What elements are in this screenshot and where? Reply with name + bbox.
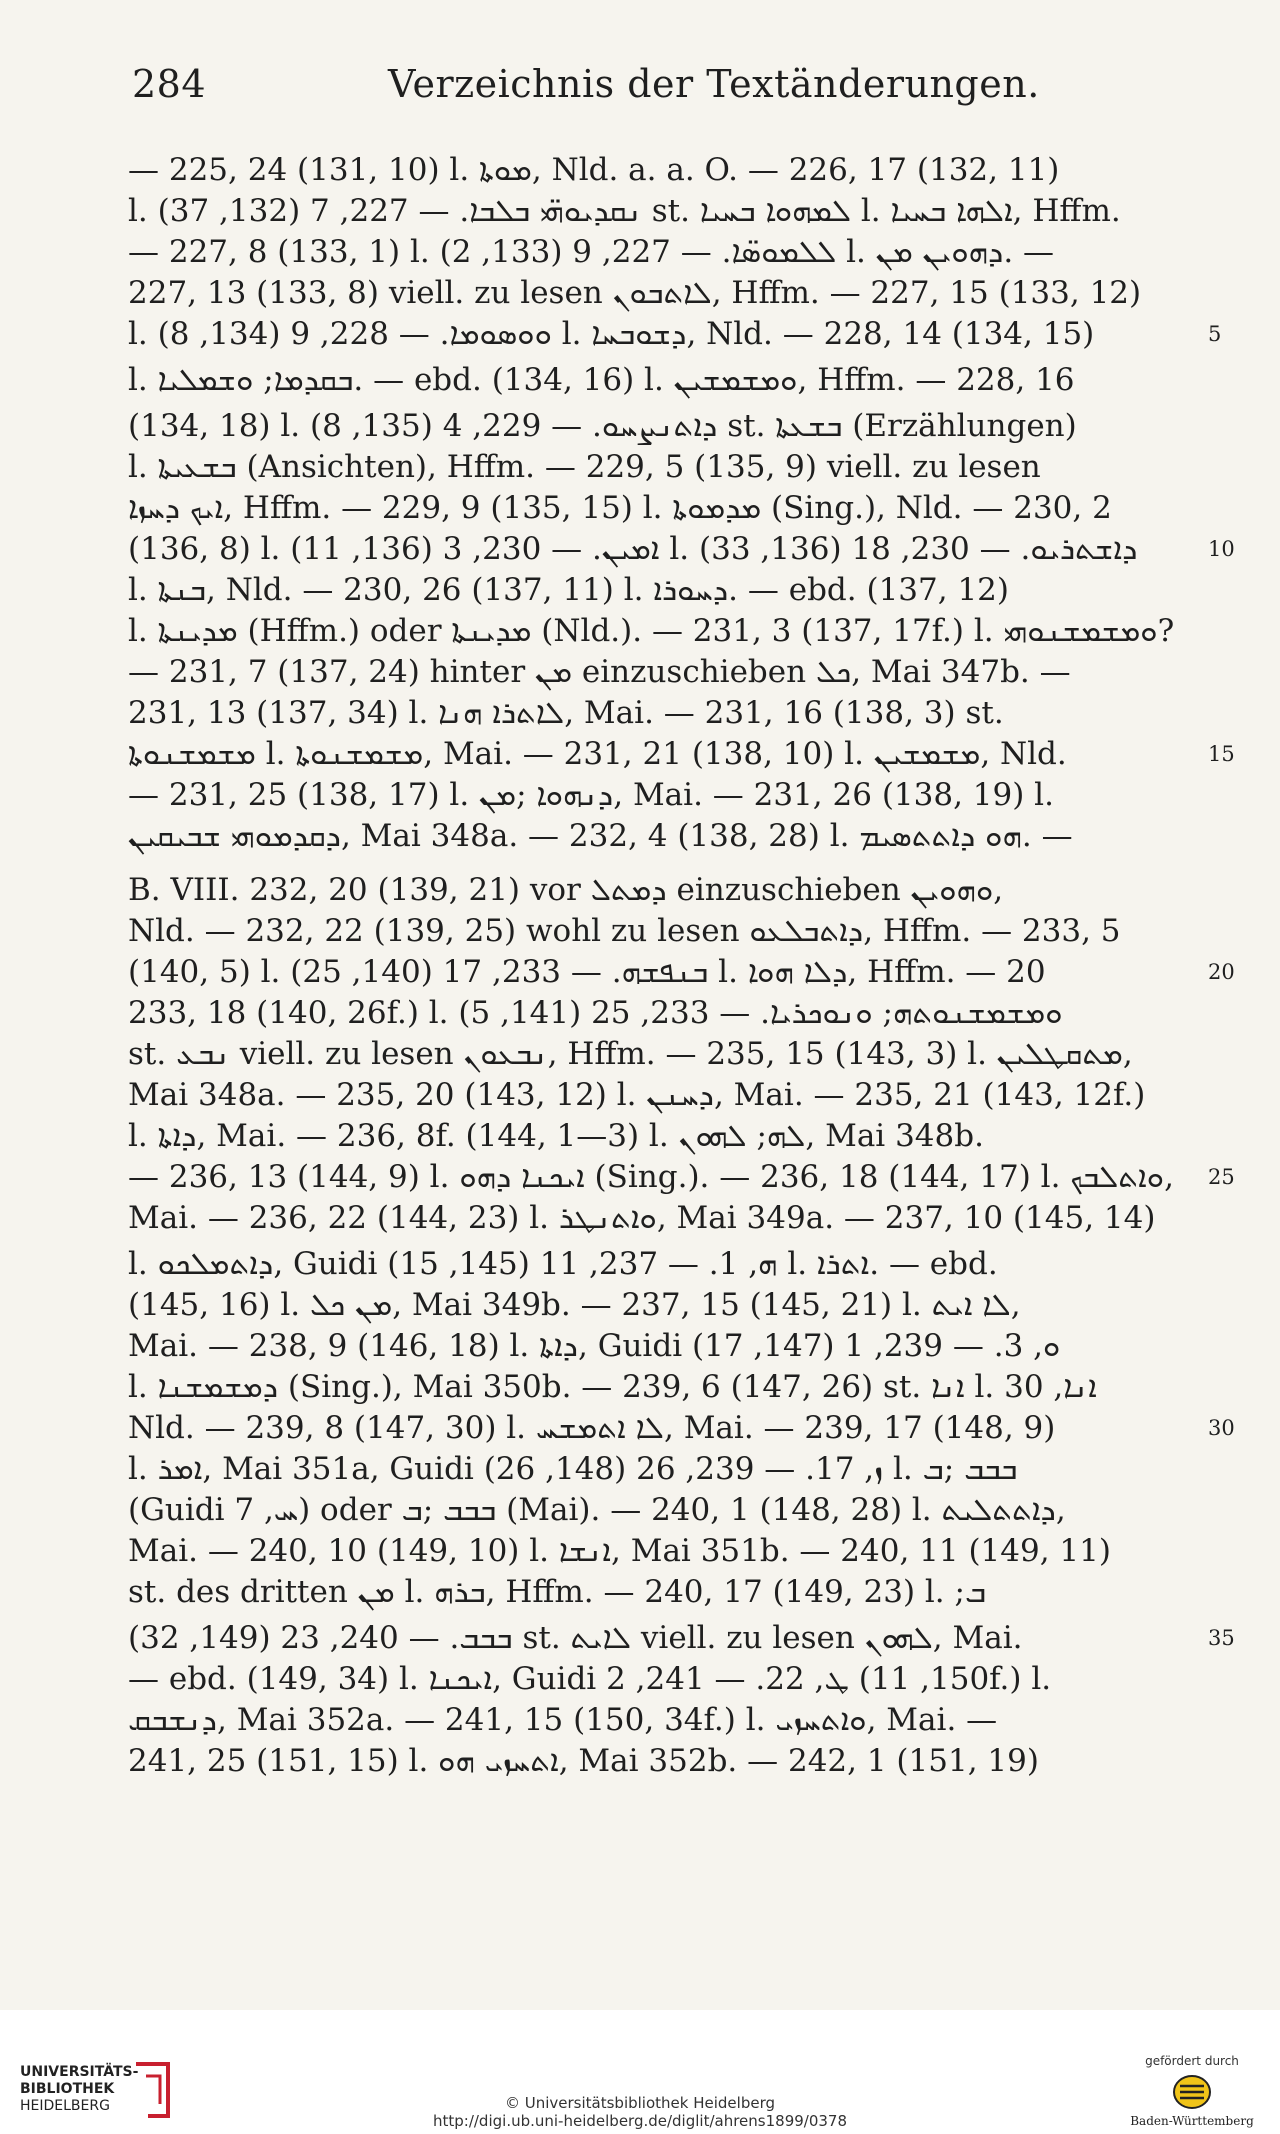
text-line: Nld. — 239, 8 (147, 30) l. ܠܐ ܐܬܡܫܚ, Mai. — 239, 17 (148, 9)	[128, 1410, 1056, 1446]
text-line: l. ܕܐܬܡܠܟܘ, Guidi ܗ, 1. — 237, 11 (145, 15) l. ܐܬܪܐ. — ebd.	[128, 1246, 998, 1282]
text-line: l. ܡܕܝܢܬܐ (Hffm.) oder ܡܕܝܢܬܐ (Nld.). — 231, 3 (137, 17f.) l. ܘܡܫܡܫܢܘܗܝ?	[128, 613, 1175, 649]
text-line: l. ܘܘܣܘܡܐ. — 228, 9 (134, 8) l. ܕܫܘܒܚܐ, Nld. — 228, 14 (134, 15)	[128, 316, 1095, 352]
text-line: l. ܒܩܕܡܐ; ܘܫܡܠܝܐ. — ebd. (134, 16) l. ܘܡܫܡܫܝܢ, Hffm. — 228, 16	[128, 362, 1075, 398]
funder-name: Baden-Württemberg	[1130, 2114, 1254, 2128]
text-line: — 236, 13 (144, 9) l. ܐܝܟܢܐ ܕܗܘ (Sing.). — 236, 18 (144, 17) l. ܘܐܬܠܒܟ,	[128, 1159, 1174, 1195]
text-line: st. des dritten ܡܢ l. ܒܪܗ, Hffm. — 240, 17 (149, 23) l. ;ܒ	[128, 1574, 987, 1610]
page-header	[132, 62, 1202, 122]
text-line: Mai. — 238, 9 (146, 18) l. ܕܐܬܐ, Guidi ܘ, 3. — 239, 1 (147, 17)	[128, 1328, 1061, 1364]
text-line: — 227, 8 (133, 1) l. ܠܠܡܘܣ̈ܐ. — 227, 9 (133, 2) l. ܕܗܘܝܢ ܡܢ. —	[128, 234, 1055, 270]
text-line: st. ܢܒܥ viell. zu lesen ܢܒܥܘܢ, Hffm. — 235, 15 (143, 3) l. ܡܬܩܛܠܝܢ,	[128, 1036, 1133, 1072]
text-line: (145, 16) l. ܡܢ ܟܠ, Mai 349b. — 237, 15 (145, 21) l. ܠܐ ܐܝܬ,	[128, 1287, 1021, 1323]
text-line: l. ܢܩܕܝܘܗ̈ܝ ܒܠܒܐ. — 227, 7 (132, 37) st. ܠܡܗܘܐ ܒܚܝܐ l. ܐܠܗܐ ܒܚܝܐ, Hffm.	[128, 193, 1121, 229]
line-number-marker: 30	[1208, 1416, 1235, 1440]
text-line: — 225, 24 (131, 10) l. ܡܘܬܐ, Nld. a. a. O. — 226, 17 (132, 11)	[128, 152, 1060, 188]
text-line: ܕܩܕܡܘܗܝ ܫܒܝܩܝܢ, Mai 348a. — 232, 4 (138, 28) l. ܗܘ ܕܐܬܬܣܝܡ. —	[128, 818, 1073, 854]
text-line: Nld. — 232, 22 (139, 25) wohl zu lesen ܕܐܬܒܠܥܘ, Hffm. — 233, 5	[128, 913, 1121, 949]
text-line: Mai. — 236, 22 (144, 23) l. ܘܐܬܢܛܪ, Mai 349a. — 237, 10 (145, 14)	[128, 1200, 1156, 1236]
text-line: ܐܝܟ ܕܚܙܐ, Hffm. — 229, 9 (135, 15) l. ܡܕܡܘܬܐ (Sing.), Nld. — 230, 2	[128, 490, 1112, 526]
digitization-footer	[0, 2010, 1280, 2134]
library-name: UNIVERSITÄTS- BIBLIOTHEK HEIDELBERG	[20, 2064, 139, 2114]
text-line: (140, 5) l. ܒܢܦܫܗ. — 233, 17 (140, 25) l. ܕܠܐ ܗܘܐ, Hffm. — 20	[128, 954, 1046, 990]
line-number-marker: 5	[1208, 322, 1222, 346]
state-coat-of-arms-icon	[1172, 2074, 1212, 2110]
line-number-marker: 20	[1208, 960, 1235, 984]
line-number-marker: 10	[1208, 537, 1235, 561]
text-line: Mai. — 240, 10 (149, 10) l. ܐܢܫܐ, Mai 351b. — 240, 11 (149, 11)	[128, 1533, 1111, 1569]
line-number-marker: 25	[1208, 1165, 1235, 1189]
running-title: Verzeichnis der Textänderungen.	[388, 62, 1040, 106]
text-line: l. ܕܐܬܐ, Mai. — 236, 8f. (144, 1—3) l. ܠܗ; ܠܗܘܢ, Mai 348b.	[128, 1118, 984, 1154]
text-line: B. VIII. 232, 20 (139, 21) vor ܕܡܬܠ einzuschieben ܘܗܘܝܢ,	[128, 872, 1004, 908]
funded-by-label: gefördert durch	[1145, 2054, 1239, 2068]
text-line: — ebd. (149, 34) l. ܐܝܟܢܐ, Guidi ܛ, 22. — 241, 2 (150, 11f.) l.	[128, 1661, 1052, 1697]
copyright-notice: © Universitätsbibliothek Heidelberg http://digi.ub.uni-heidelberg.de/diglit/ahrens1899/0378	[0, 2094, 1280, 2130]
text-line: 241, 25 (151, 15) l. ܐܬܚܙܝ ܗܘ, Mai 352b. — 242, 1 (151, 19)	[128, 1743, 1039, 1779]
text-line: (136, 8) l. ܐܡܝܢ. — 230, 3 (136, 11) l. ܕܐܫܬܪܝܘ. — 230, 18 (136, 33)	[128, 531, 1138, 567]
line-number-marker: 15	[1208, 742, 1235, 766]
text-line: l. ܒܢܬܐ, Nld. — 230, 26 (137, 11) l. ܕܚܘܪܐ. — ebd. (137, 12)	[128, 572, 1009, 608]
text-line: 233, 18 (140, 26f.) l. ܘܡܫܡܫܢܘܬܗ; ܘܢܘܟܪܝܐ. — 233, 25 (141, 5)	[128, 995, 1063, 1031]
text-line: 231, 13 (137, 34) l. ܠܐܬܪܐ ܗܢܐ, Mai. — 231, 16 (138, 3) st.	[128, 695, 1004, 731]
text-line: l. ܐܡܪ, Mai 351a, Guidi ܙ, 17. — 239, 26 (148, 26) l. ܒܒܒ ;ܒ	[128, 1451, 1018, 1487]
permalink[interactable]: http://digi.ub.uni-heidelberg.de/diglit/ahrens1899/0378	[432, 2112, 848, 2130]
text-line: ܒܒܒ. — 240, 23 (149, 32) st. ܠܐܝܬ viell. zu lesen ܠܗܘܢ, Mai.	[128, 1620, 1023, 1656]
text-line: (134, 18) l. ܕܐܬܢܨܚܘ. — 229, 4 (135, 8) st. ܒܫܥܬܐ (Erzählungen)	[128, 408, 1077, 444]
text-line: — 231, 25 (138, 17) l. ܕܢܗܘܐ ;ܡܢ, Mai. — 231, 26 (138, 19) l.	[128, 777, 1054, 813]
text-line: 227, 13 (133, 8) viell. zu lesen ܠܐܬܒܘܢ, Hffm. — 227, 15 (133, 12)	[128, 275, 1142, 311]
page-number: 284	[132, 62, 207, 106]
text-line	[128, 1782, 1198, 1822]
text-line: l. ܕܡܫܡܫܢܐ (Sing.), Mai 350b. — 239, 6 (147, 26) st. ܐܢܐ l. ܐܢܐ, 30	[128, 1369, 1097, 1405]
text-line: (Guidi ܚ, 7) oder ܒܒܒ ;ܒ (Mai). — 240, 1 (148, 28) l. ܕܐܬܬܠܝܬ,	[128, 1492, 1066, 1528]
text-line: ܡܫܡܫܢܘܬܐ l. ܡܫܡܫܢܘܬܐ, Mai. — 231, 21 (138, 10) l. ܡܫܡܫܝܢ, Nld.	[128, 736, 1067, 772]
text-line: — 231, 7 (137, 24) hinter ܡܢ einzuschieben ܟܠ, Mai 347b. —	[128, 654, 1071, 690]
text-line: l. ܒܫܥܝܬܐ (Ansichten), Hffm. — 229, 5 (135, 9) viell. zu lesen	[128, 449, 1041, 485]
text-line: Mai 348a. — 235, 20 (143, 12) l. ܕܚܢܢ, Mai. — 235, 21 (143, 12f.)	[128, 1077, 1146, 1113]
line-number-marker: 35	[1208, 1626, 1235, 1650]
text-line: ܕܢܫܒܩ, Mai 352a. — 241, 15 (150, 34f.) l. ܘܐܬܚܙܝ, Mai. —	[128, 1702, 998, 1738]
